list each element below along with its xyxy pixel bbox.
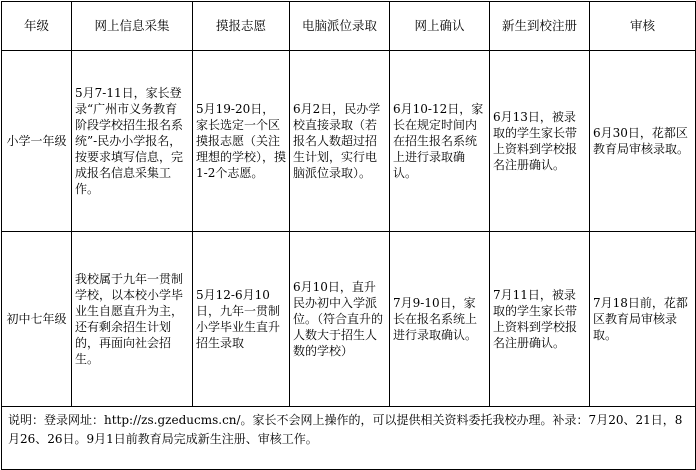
header-review: 审核 <box>590 2 696 51</box>
table-cell: 7月11日，被录取的学生家长带上资料到学校报名注册确认。 <box>490 232 590 407</box>
header-info-collection: 网上信息采集 <box>72 2 193 51</box>
header-grade: 年级 <box>2 2 72 51</box>
table-row <box>2 51 696 232</box>
table-cell: 5月12-6月10日，九年一贯制小学毕业生直升招生录取 <box>193 232 290 407</box>
table-cell: 6月13日，被录取的学生家长带上资料到学校报名注册确认。 <box>490 51 590 232</box>
table-row <box>2 232 696 407</box>
header-preference-survey: 摸报志愿 <box>193 2 290 51</box>
note-text: 说明：登录网址：http://zs.gzeducms.cn/。家长不会网上操作的，可以提供相关资料委托我校办理。补录：7月20、21日，8月26、26日。9月1日前教育局完成新生注册、审核工作。 <box>2 407 696 470</box>
table-cell: 6月10日，直升民办初中入学派位。（符合直升的人数大于招生人数的学校） <box>290 232 390 407</box>
table-cell: 5月7-11日，家长登录“广州市义务教育阶段学校招生报名系统”-民办小学报名，按要求填写信息，完成报名信息采集工作。 <box>72 51 193 232</box>
table-cell: 我校属于九年一贯制学校，以本校小学毕业生自愿直升为主，还有剩余招生计划的，再面向社会招生。 <box>72 232 193 407</box>
header-registration: 新生到校注册 <box>490 2 590 51</box>
header-row <box>2 2 696 51</box>
note-row <box>2 407 696 470</box>
table-cell: 6月30日，花都区教育局审核录取。 <box>590 51 696 232</box>
header-computer-lottery: 电脑派位录取 <box>290 2 390 51</box>
table-cell: 5月19-20日，家长选定一个区摸报志愿（关注理想的学校），摸1-2个志愿。 <box>193 51 290 232</box>
enrollment-schedule-table <box>1 1 696 470</box>
header-online-confirmation: 网上确认 <box>390 2 490 51</box>
table-cell: 7月18日前，花都区教育局审核录取。 <box>590 232 696 407</box>
table-cell: 7月9-10日，家长在报名系统上进行录取确认。 <box>390 232 490 407</box>
grade-cell: 小学一年级 <box>2 51 72 232</box>
table-cell: 6月10-12日，家长在规定时间内在招生报名系统上进行录取确认。 <box>390 51 490 232</box>
grade-cell: 初中七年级 <box>2 232 72 407</box>
table-cell: 6月2日，民办学校直接录取（若报名人数超过招生计划，实行电脑派位录取）。 <box>290 51 390 232</box>
